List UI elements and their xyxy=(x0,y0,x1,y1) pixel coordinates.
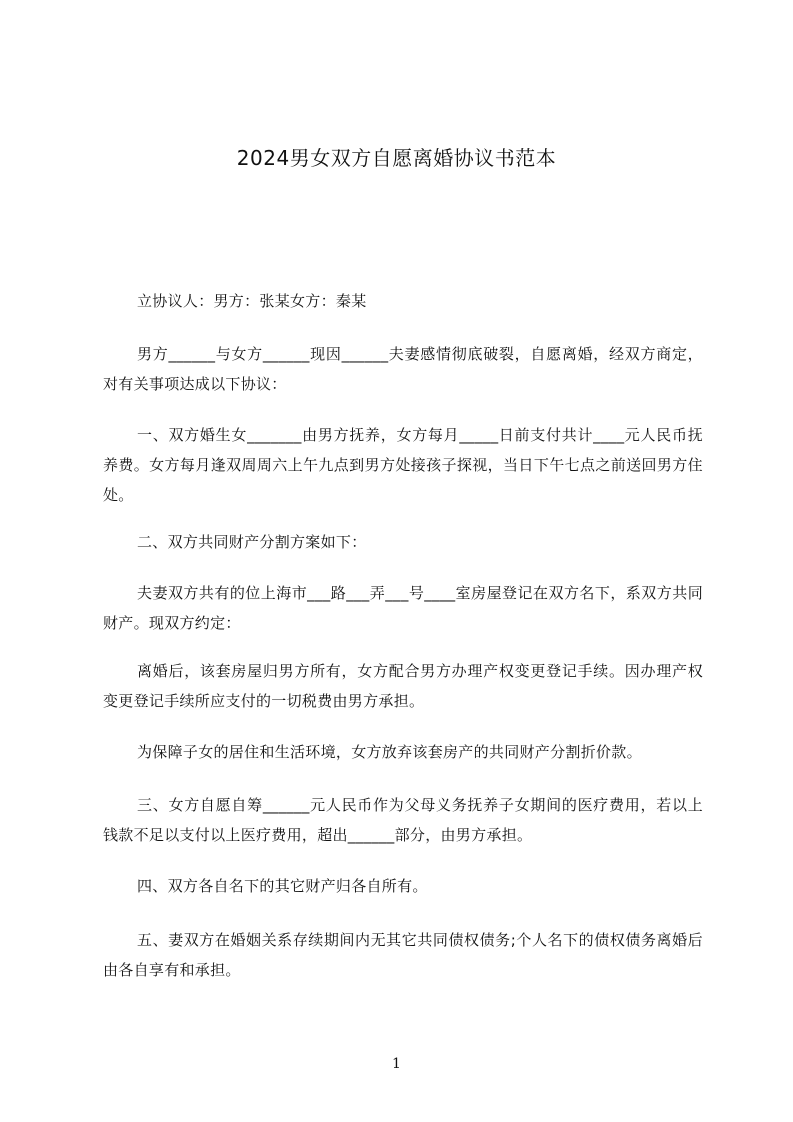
paragraph-intro: 男方______与女方______现因______夫妻感情彻底破裂，自愿离婚，经双方商定，对有关事项达成以下协议： xyxy=(103,345,703,393)
paragraph-property-waiver: 为保障子女的居住和生活环境，女方放弃该套房产的共同财产分割折价款。 xyxy=(137,743,642,761)
paragraph-clause-4: 四、双方各自名下的其它财产归各自所有。 xyxy=(137,877,428,895)
paragraph-clause-5: 五、妻双方在婚姻关系存续期间内无其它共同债权债务;个人名下的债权债务离婚后由各自享有和承担。 xyxy=(103,931,703,979)
paragraph-property: 夫妻双方共有的位上海市___路___弄___号____室房屋登记在双方名下，系双方共同财产。现双方约定： xyxy=(103,584,703,632)
paragraph-parties: 立协议人：男方：张某女方：秦某 xyxy=(137,292,367,310)
page-number: 1 xyxy=(392,1056,401,1072)
paragraph-property-after-divorce: 离婚后，该套房屋归男方所有，女方配合男方办理产权变更登记手续。因办理产权变更登记手续所应支付的一切税费由男方承担。 xyxy=(103,662,703,710)
document-title: 2024男女双方自愿离婚协议书范本 xyxy=(236,146,557,170)
paragraph-clause-3: 三、女方自愿自筹______元人民币作为父母义务抚养子女期间的医疗费用，若以上钱款不足以支付以上医疗费用，超出______部分，由男方承担。 xyxy=(103,796,703,844)
paragraph-clause-1: 一、双方婚生女_______由男方抚养，女方每月_____日前支付共计____元人民币抚养费。女方每月逢双周周六上午九点到男方处接孩子探视，当日下午七点之前送回男方住处。 xyxy=(103,426,703,504)
paragraph-clause-2-heading: 二、双方共同财产分割方案如下： xyxy=(137,533,367,551)
